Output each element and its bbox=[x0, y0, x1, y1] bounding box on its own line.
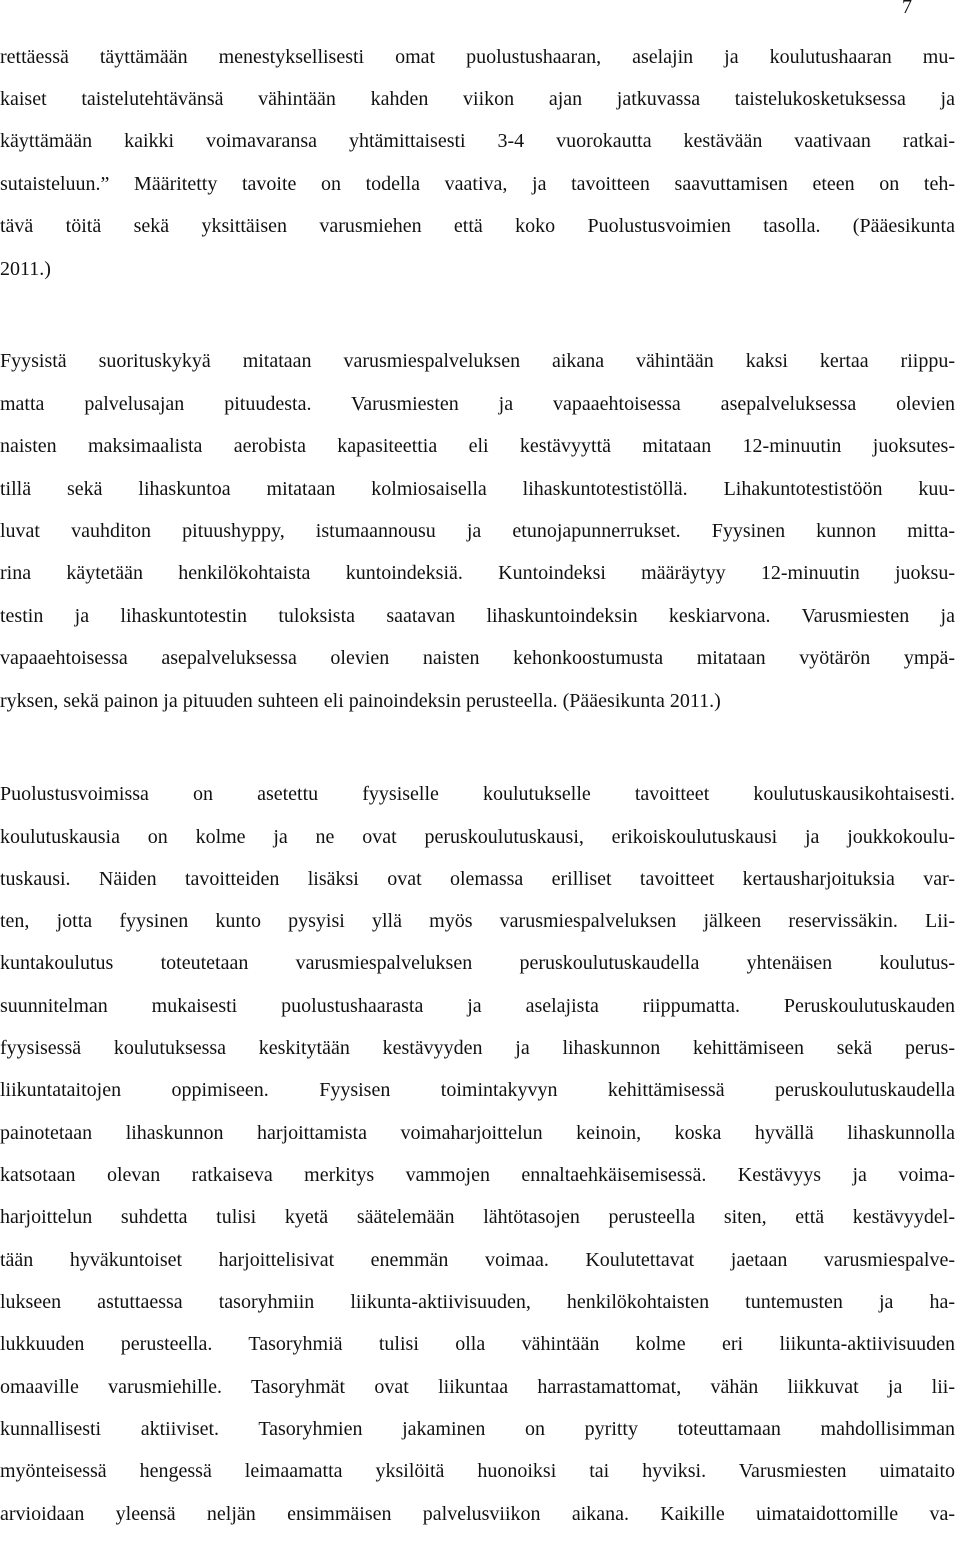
text-line: naisten maksimaalista aerobista kapasiteettia eli kestävyyttä mitataan 12-minuutin juoksutes- bbox=[0, 435, 955, 457]
text-line: katsotaan olevan ratkaiseva merkitys vammojen ennaltaehkäisemisessä. Kestävyys ja voima- bbox=[0, 1164, 955, 1186]
text-line: 2011.) bbox=[0, 258, 51, 280]
text-line: kuntakoulutus toteutetaan varusmiespalveluksen peruskoulutuskaudella yhtenäisen koulutus- bbox=[0, 952, 955, 974]
text-line: harjoittelun suhdetta tulisi kyetä säätelemään lähtötasojen perusteella siten, että kestävyydel- bbox=[0, 1206, 955, 1228]
text-line: kaiset taistelutehtävänsä vähintään kahden viikon ajan jatkuvassa taistelukosketuksessa ja bbox=[0, 88, 955, 110]
text-line: ten, jotta fyysinen kunto pysyisi yllä myös varusmiespalveluksen jälkeen reservissäkin. Lii- bbox=[0, 910, 955, 932]
text-line: koulutuskausia on kolme ja ne ovat peruskoulutuskausi, erikoiskoulutuskausi ja joukkokoulu- bbox=[0, 826, 955, 848]
text-line: tävä töitä sekä yksittäisen varusmiehen että koko Puolustusvoimien tasolla. (Pääesikunta bbox=[0, 215, 955, 237]
text-line: vapaaehtoisessa asepalveluksessa olevien naisten kehonkoostumusta mitataan vyötärön ympä- bbox=[0, 647, 955, 669]
text-line: tillä sekä lihaskuntoa mitataan kolmiosaisella lihaskuntotestistöllä. Lihakuntotestistöön kuu- bbox=[0, 478, 955, 500]
text-line: liikuntataitojen oppimiseen. Fyysisen toimintakyvyn kehittämisessä peruskoulutuskaudella bbox=[0, 1079, 955, 1101]
text-line: rettäessä täyttämään menestyksellisesti omat puolustushaaran, aselajin ja koulutushaaran mu- bbox=[0, 46, 955, 68]
text-line: sutaisteluun.” Määritetty tavoite on todella vaativa, ja tavoitteen saavuttamisen eteen on teh- bbox=[0, 173, 955, 195]
text-line: tään hyväkuntoiset harjoittelisivat enemmän voimaa. Koulutettavat jaetaan varusmiespalve- bbox=[0, 1249, 955, 1271]
text-line: testin ja lihaskuntotestin tuloksista saatavan lihaskuntoindeksin keskiarvona. Varusmiesten ja bbox=[0, 605, 955, 627]
text-line: matta palvelusajan pituudesta. Varusmiesten ja vapaaehtoisessa asepalveluksessa olevien bbox=[0, 393, 955, 415]
text-line: ryksen, sekä painon ja pituuden suhteen eli painoindeksin perusteella. (Pääesikunta 2011.) bbox=[0, 690, 721, 712]
text-line: lukseen astuttaessa tasoryhmiin liikunta-aktiivisuuden, henkilökohtaisten tuntemusten ja ha- bbox=[0, 1291, 955, 1313]
text-line: arvioidaan yleensä neljän ensimmäisen palvelusviikon aikana. Kaikille uimataidottomille va- bbox=[0, 1503, 955, 1525]
text-line: rina käytetään henkilökohtaista kuntoindeksiä. Kuntoindeksi määräytyy 12-minuutin juoksu- bbox=[0, 562, 955, 584]
page-number: 7 bbox=[902, 0, 912, 18]
text-line: suunnitelman mukaisesti puolustushaarasta ja aselajista riippumatta. Peruskoulutuskauden bbox=[0, 995, 955, 1017]
text-line: tuskausi. Näiden tavoitteiden lisäksi ovat olemassa erilliset tavoitteet kertausharjoituksia var- bbox=[0, 868, 955, 890]
text-line: painotetaan lihaskunnon harjoittamista voimaharjoittelun keinoin, koska hyvällä lihaskunnolla bbox=[0, 1122, 955, 1144]
text-line: luvat vauhditon pituushyppy, istumaannousu ja etunojapunnerrukset. Fyysinen kunnon mitta- bbox=[0, 520, 955, 542]
text-line: Puolustusvoimissa on asetettu fyysiselle koulutukselle tavoitteet koulutuskausikohtaisesti. bbox=[0, 783, 955, 805]
text-line: Fyysistä suorituskykyä mitataan varusmiespalveluksen aikana vähintään kaksi kertaa riippu- bbox=[0, 350, 955, 372]
text-line: käyttämään kaikki voimavaransa yhtämittaisesti 3-4 vuorokautta kestävään vaativaan ratkai- bbox=[0, 130, 955, 152]
text-line: kunnallisesti aktiiviset. Tasoryhmien jakaminen on pyritty toteuttamaan mahdollisimman bbox=[0, 1418, 955, 1440]
text-line: omaaville varusmiehille. Tasoryhmät ovat liikuntaa harrastamattomat, vähän liikkuvat ja lii- bbox=[0, 1376, 955, 1398]
text-line: myönteisessä hengessä leimaamatta yksilöitä huonoiksi tai hyviksi. Varusmiesten uimataito bbox=[0, 1460, 955, 1482]
text-line: fyysisessä koulutuksessa keskitytään kestävyyden ja lihaskunnon kehittämiseen sekä perus- bbox=[0, 1037, 955, 1059]
text-line: lukkuuden perusteella. Tasoryhmiä tulisi olla vähintään kolme eri liikunta-aktiivisuuden bbox=[0, 1333, 955, 1355]
